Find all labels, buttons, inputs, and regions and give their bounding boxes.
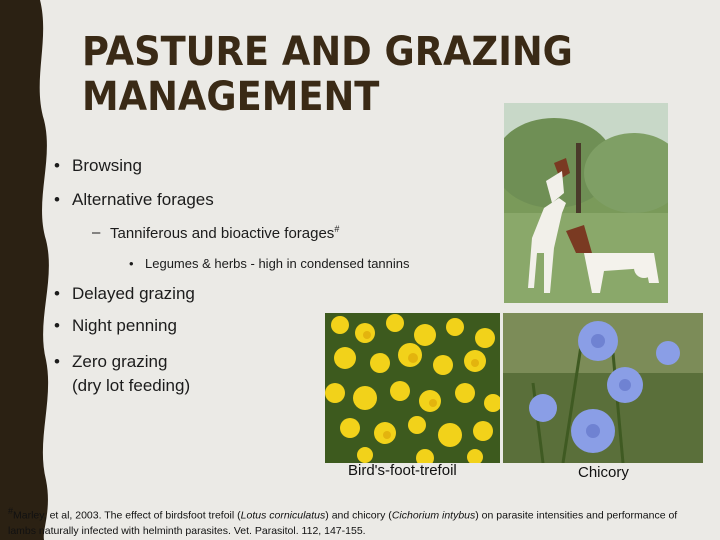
bullet-browsing: [54, 156, 142, 176]
bullet-delayed-grazing: [54, 284, 195, 304]
footnote-marker: #: [8, 506, 14, 516]
footnote-latin-name: Lotus corniculatus: [240, 509, 326, 522]
sub-sub-bullet-legumes: [129, 256, 410, 271]
footnote: [8, 504, 714, 539]
bullet-text: Zero grazing: [72, 352, 168, 371]
sub-sub-bullet-text: Legumes & herbs - high in condensed tannins: [145, 256, 410, 271]
footnote-text: ) and chicory (: [325, 509, 392, 522]
dash-icon: –: [92, 224, 101, 241]
bullet-text: Delayed grazing: [72, 284, 195, 303]
sub-bullet-text: Tanniferous and bioactive forages: [110, 225, 335, 242]
goats-photo: [504, 103, 668, 303]
bullet-dot-icon: •: [54, 352, 60, 371]
bullet-text: Alternative forages: [72, 190, 214, 209]
slide-title: [82, 29, 573, 120]
bullet-text-continued: (dry lot feeding): [72, 376, 191, 395]
bullet-text: Browsing: [72, 156, 142, 175]
bullet-dot-icon: •: [129, 256, 134, 271]
trefoil-flowers-icon: [325, 313, 500, 463]
footnote-text: ) on parasite intensities and performance of: [475, 509, 678, 522]
footnote-line-2: lambs naturally infected with helminth parasites. Vet. Parasitol. 112, 147-155.: [8, 524, 366, 537]
bullet-dot-icon: •: [54, 316, 60, 335]
bullet-alternative-forages: [54, 190, 214, 210]
footnote-line-1: [8, 504, 714, 524]
left-decorative-band: [0, 0, 58, 540]
bullet-dot-icon: •: [54, 190, 60, 209]
footnote-text: Marley, et al, 2003. The effect of birdsfoot trefoil (: [13, 509, 241, 522]
bullet-night-penning: [54, 316, 177, 336]
bullet-dot-icon: •: [54, 156, 60, 175]
chicory-caption: Chicory: [578, 464, 629, 481]
goats-photo-icon: [504, 103, 668, 303]
sub-bullet-tanniferous: [92, 224, 340, 242]
title-line-1: PASTURE AND GRAZING: [82, 29, 573, 75]
birds-foot-trefoil-photo: [325, 313, 500, 463]
title-line-2: MANAGEMENT: [82, 74, 380, 120]
bullet-dot-icon: •: [54, 284, 60, 303]
bullet-zero-grazing: [54, 350, 191, 398]
chicory-flowers-icon: [503, 313, 703, 463]
trefoil-caption: Bird's-foot-trefoil: [348, 462, 457, 479]
footnote-latin-name: Cichorium intybus: [391, 509, 476, 522]
chicory-photo: [503, 313, 703, 463]
bullet-text: Night penning: [72, 316, 177, 335]
footnote-marker: #: [334, 224, 340, 234]
